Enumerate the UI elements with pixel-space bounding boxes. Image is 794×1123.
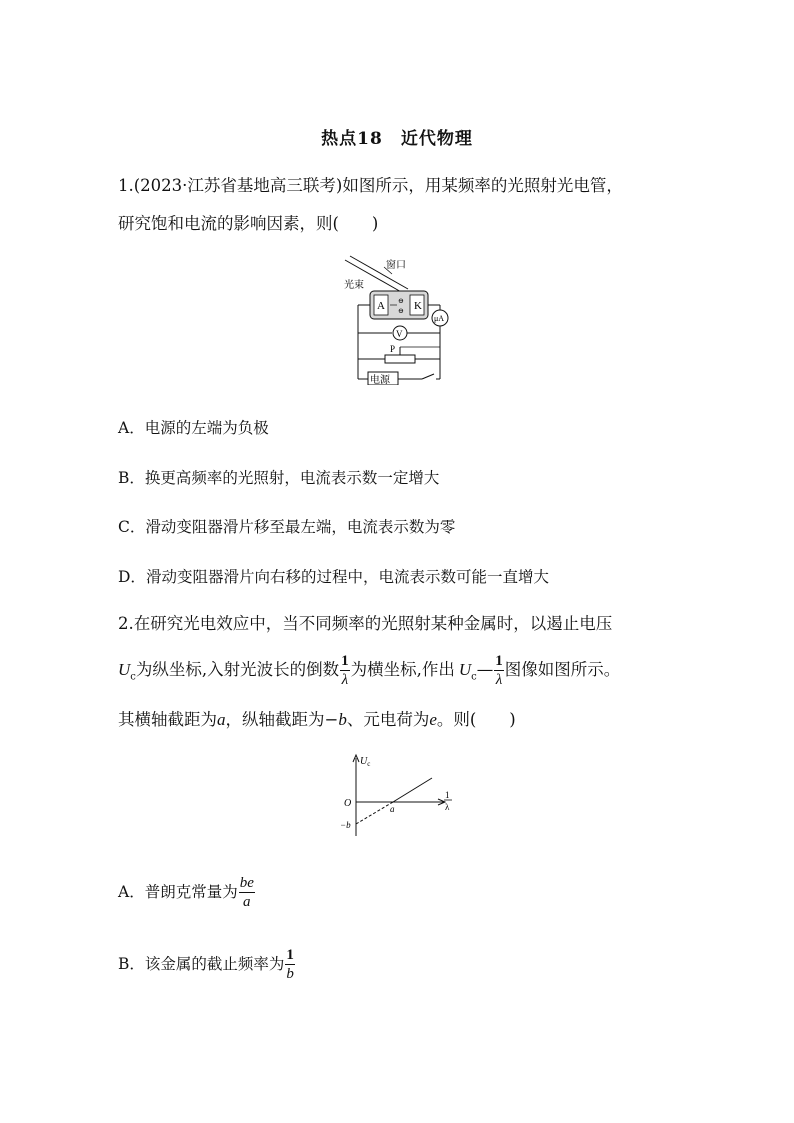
q1-option-b [118,466,439,488]
slider-label: P [390,344,396,354]
electron-symbol: ⊖ [398,297,404,305]
x-axis-label-num: 1 [445,790,450,800]
x-intercept-label: a [390,804,395,814]
q1-option-a [118,416,269,438]
option-letter: B． [118,955,145,973]
q2-option-b [118,944,296,988]
option-letter: A． [118,419,145,437]
fraction-be-over-a: $\frac{be}{a}$ [239,875,254,910]
option-text: 该金属的截止频率为 [144,955,285,973]
voltmeter-label: V [396,329,403,339]
electron-symbol: ⊖ [398,307,404,315]
q2-stem-line1: 2.在研究光电效应中，当不同频率的光照射某种金属时，以遏止电压 [118,614,613,633]
uc-vs-inverse-lambda-graph [338,752,468,838]
option-letter: A． [118,883,145,901]
fraction-1-over-lambda: $\frac{1}{\lambda}$ [341,652,349,688]
option-letter: D． [118,568,146,586]
x-axis-label-den: λ [445,802,450,812]
data-line [393,778,432,802]
y-axis-label: $U_c$ [360,756,371,768]
q1-option-d [118,565,549,587]
window-label: 窗口 [386,260,406,271]
microammeter-label: μA [434,314,445,323]
option-text: 滑动变阻器滑片移至最左端，电流表示数为零 [145,518,456,536]
variable-U: U [458,660,472,679]
rheostat [385,355,415,363]
option-text: 换更高频率的光照射，电流表示数一定增大 [144,469,440,487]
subscript-c: c [471,671,477,683]
q2-stem-line2 [118,650,620,692]
power-source-label: 电源 [370,375,390,385]
variable-U: U [118,660,131,679]
fraction-1-over-b: $\frac{1}{b}$ [286,947,294,982]
q1-stem-line1: 1.(2023·江苏省基地高三联考)如图所示，用某频率的光照射光电管， [118,176,623,195]
y-intercept-label: −b [340,820,351,830]
q2-option-a [118,872,256,916]
variable-a: a [217,710,226,729]
option-text: 普朗克常量为 [144,883,238,901]
text-segment: 为纵坐标,入射光波长的倒数 [135,660,340,679]
phototube-circuit-figure [340,255,460,385]
text-segment: 图像如图所示。 [504,660,621,679]
option-text: 滑动变阻器滑片向右移的过程中，电流表示数可能一直增大 [145,568,549,586]
option-letter: B． [118,469,145,487]
dash: — [476,660,494,679]
switch [422,374,434,379]
origin-label: O [344,798,352,809]
q1-stem-line2: 研究饱和电流的影响因素，则( ) [118,214,379,233]
extrapolated-dashed-line [356,802,393,824]
option-text: 电源的左端为负极 [144,419,269,437]
cathode-label: K [414,300,422,312]
q1-option-c [118,515,455,537]
variable-b: b [338,710,347,729]
page-title: 热点18 近代物理 [321,129,473,149]
subscript-c: c [130,671,136,683]
text-segment: 为横坐标,作出 [350,660,455,679]
beam-label: 光束 [344,280,364,291]
anode-label: A [377,300,385,312]
option-letter: C． [118,518,146,536]
fraction-1-over-lambda: $\frac{1}{\lambda}$ [495,652,503,688]
variable-e: e [429,710,437,729]
q2-stem-line3: 其横轴截距为a，纵轴截距为−b、元电荷为e。则( ) [118,710,516,729]
